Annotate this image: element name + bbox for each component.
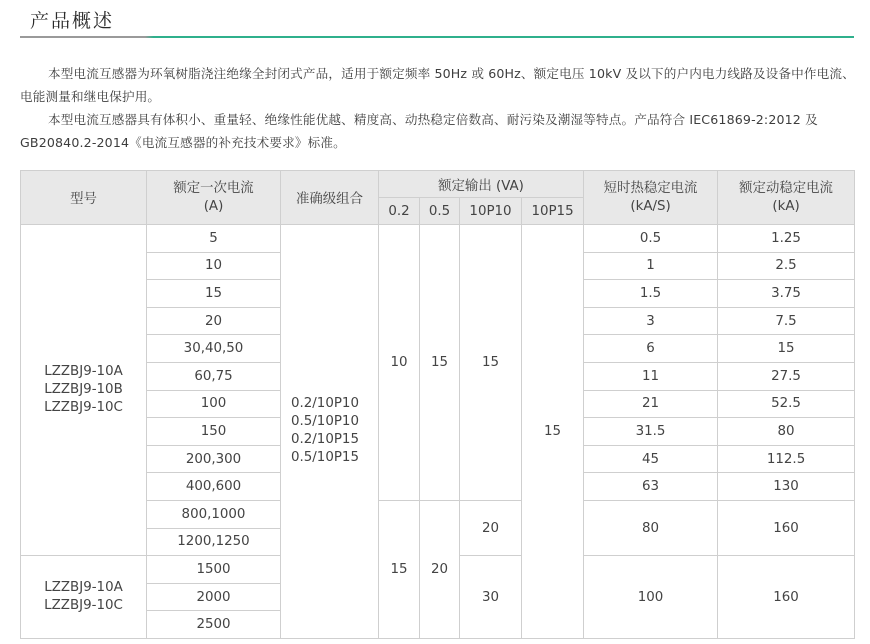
rated-current-cell: 2500: [147, 611, 281, 639]
output-10p10-cell: 30: [460, 556, 522, 639]
spec-table: [20, 170, 855, 639]
thermal-cell: 0.5: [584, 225, 718, 253]
rated-current-cell: 1500: [147, 556, 281, 584]
header-model: 型号: [21, 171, 147, 225]
rated-current-cell: 100: [147, 390, 281, 418]
header-output-0.5: 0.5: [420, 198, 460, 225]
thermal-cell: 45: [584, 445, 718, 473]
rated-current-cell: 400,600: [147, 473, 281, 501]
output-0.2-cell: 10: [379, 225, 420, 501]
thermal-cell: 21: [584, 390, 718, 418]
header-output-0.2: 0.2: [379, 198, 420, 225]
dynamic-cell: 27.5: [718, 362, 855, 390]
dynamic-cell: 3.75: [718, 280, 855, 308]
output-10p10-cell: 15: [460, 225, 522, 501]
output-0.2-cell: 15: [379, 500, 420, 638]
rated-current-cell: 5: [147, 225, 281, 253]
rated-current-cell: 30,40,50: [147, 335, 281, 363]
thermal-cell: 6: [584, 335, 718, 363]
thermal-cell: 1: [584, 252, 718, 280]
intro-paragraph-2: 本型电流互感器具有体积小、重量轻、绝缘性能优越、精度高、动热稳定倍数高、耐污染及潮湿等特点。产品符合 IEC61869-2:2012 及 GB20840.2-2014《电流互感器的补充技术要求》标准。: [20, 112, 818, 150]
section-title: 产品概述: [30, 10, 115, 32]
dynamic-cell: 52.5: [718, 390, 855, 418]
thermal-cell: 11: [584, 362, 718, 390]
thermal-cell: 1.5: [584, 280, 718, 308]
thermal-cell: 31.5: [584, 418, 718, 446]
thermal-cell: 3: [584, 307, 718, 335]
output-0.5-cell: 15: [420, 225, 460, 501]
dynamic-cell: 112.5: [718, 445, 855, 473]
model-group-2: LZZBJ9-10A LZZBJ9-10C: [21, 556, 147, 639]
dynamic-cell: 1.25: [718, 225, 855, 253]
header-accuracy: 准确级组合: [281, 171, 379, 225]
header-output-10p10: 10P10: [460, 198, 522, 225]
rated-current-cell: 150: [147, 418, 281, 446]
intro-paragraph-1: 本型电流互感器为环氧树脂浇注绝缘全封闭式产品，适用于额定频率 50Hz 或 60Hz、额定电压 10kV 及以下的户内电力线路及设备中作电流、电能测量和继电保护用。: [20, 66, 855, 104]
header-rated-output: 额定输出 (VA): [379, 171, 584, 198]
dynamic-cell: 80: [718, 418, 855, 446]
title-divider: [20, 36, 854, 38]
output-10p15-cell: 15: [522, 225, 584, 639]
rated-current-cell: 20: [147, 307, 281, 335]
dynamic-cell: 7.5: [718, 307, 855, 335]
header-rated-current: 额定一次电流 (A): [147, 171, 281, 225]
thermal-cell: 63: [584, 473, 718, 501]
output-10p10-cell: 20: [460, 500, 522, 555]
rated-current-cell: 800,1000: [147, 500, 281, 528]
output-0.5-cell: 20: [420, 500, 460, 638]
dynamic-cell: 15: [718, 335, 855, 363]
rated-current-cell: 1200,1250: [147, 528, 281, 556]
header-dynamic-current: 额定动稳定电流 (kA): [718, 171, 855, 225]
dynamic-cell: 160: [718, 556, 855, 639]
rated-current-cell: 2000: [147, 583, 281, 611]
dynamic-cell: 130: [718, 473, 855, 501]
accuracy-combos: 0.2/10P10 0.5/10P10 0.2/10P15 0.5/10P15: [281, 225, 379, 639]
model-group-1: LZZBJ9-10A LZZBJ9-10B LZZBJ9-10C: [21, 225, 147, 556]
rated-current-cell: 15: [147, 280, 281, 308]
dynamic-cell: 2.5: [718, 252, 855, 280]
header-output-10p15: 10P15: [522, 198, 584, 225]
rated-current-cell: 200,300: [147, 445, 281, 473]
dynamic-cell: 160: [718, 500, 855, 555]
rated-current-cell: 10: [147, 252, 281, 280]
rated-current-cell: 60,75: [147, 362, 281, 390]
thermal-cell: 100: [584, 556, 718, 639]
thermal-cell: 80: [584, 500, 718, 555]
header-thermal-current: 短时热稳定电流 (kA/S): [584, 171, 718, 225]
